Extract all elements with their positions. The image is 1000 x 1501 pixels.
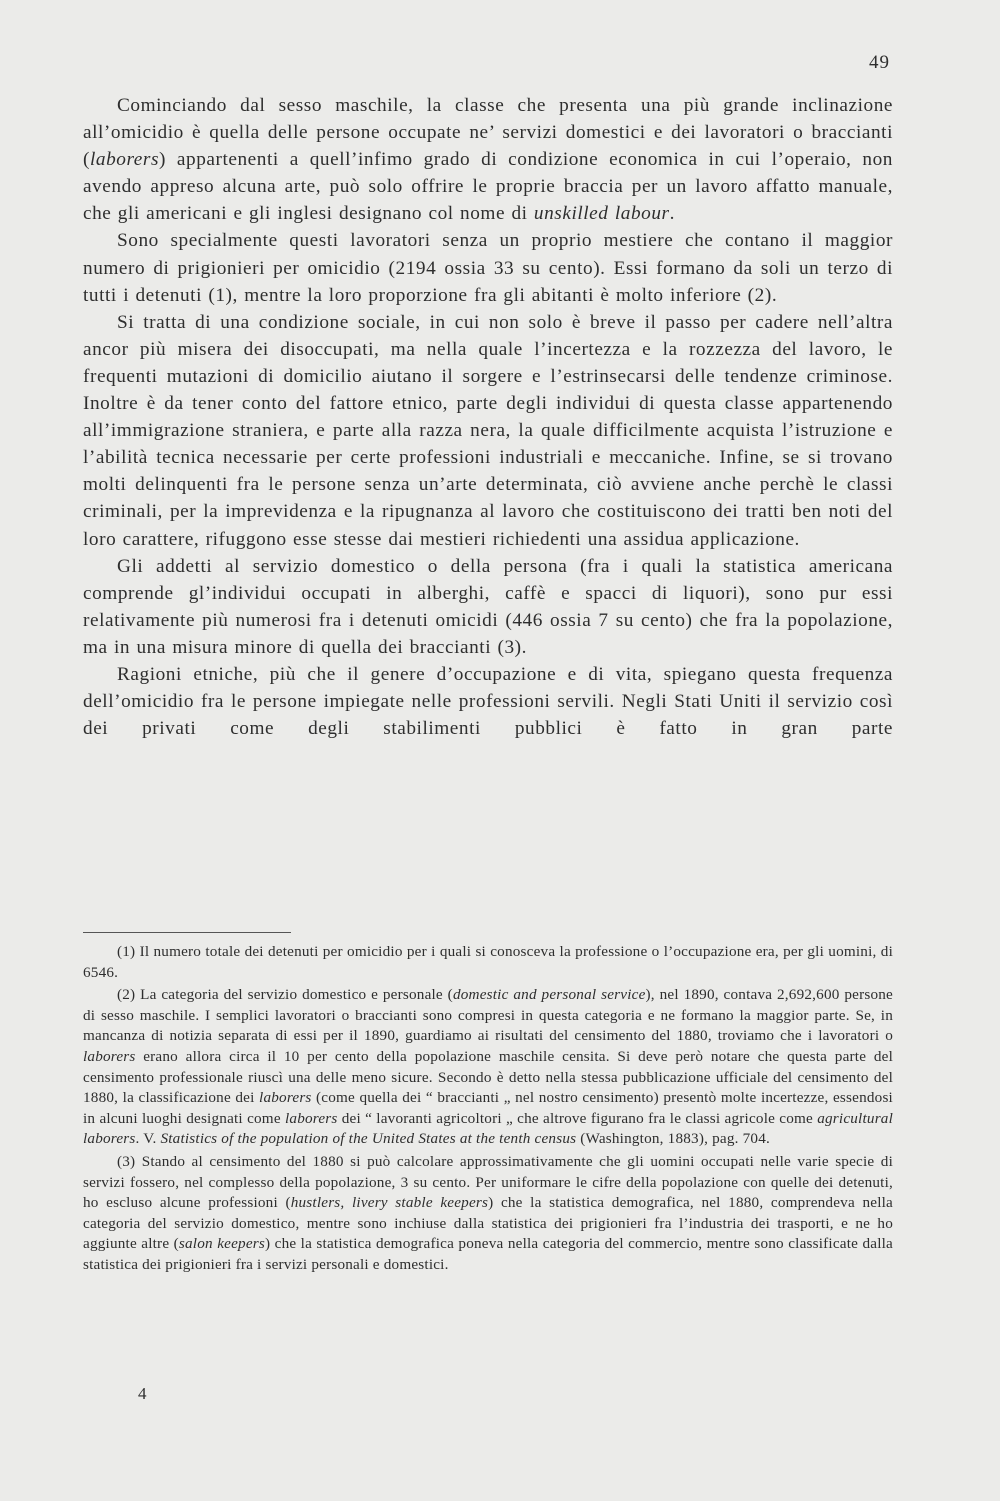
footnote: (3) Stando al censimento del 1880 si può calcolare approssimativamente che gli uomini occupati nelle varie specie di servizi fossero, nel complesso della popolazione, 3 su cento. Per uniformare le cifre della popolazione con quelle dei detenuti, ho escluso alcune professioni (hustlers, livery stable keepers) che la statistica demografica, nel 1880, comprendeva nella categoria del servizio domestico, mentre sono inchiuse dalla statistica dei prigionieri fra l’industria dei trasporti, e ne ho aggiunte altre (salon keepers) che la statistica demografica poneva nella categoria del commercio, mentre sono classificate dalla statistica dei prigionieri fra i servizi personali e domestici. <box>83 1152 893 1273</box>
paragraph: Gli addetti al servizio domestico o della persona (fra i quali la statistica americana comprende gl’individui occupati in alberghi, caffè e spacci di liquori), sono pur essi relativamente più numerosi fra i detenuti omicidi (446 ossia 7 su cento) che fra la popolazione, ma in una misura minore di quella dei braccianti (3). <box>83 555 893 658</box>
footnote-divider <box>83 932 291 933</box>
signature-mark: 4 <box>138 1384 147 1403</box>
paragraph: Si tratta di una condizione sociale, in cui non solo è breve il passo per cadere nell’altra ancor più misera dei disoccupati, ma nella quale l’incertezza e la rozzezza del lavoro, le frequenti mutazioni di domicilio aiutano il sorgere e l’estrinsecarsi delle tendenze criminose. Inoltre è da tener conto del fattore etnico, parte degli individui di questa classe appartenendo all’immigrazione straniera, e parte alla razza nera, la quale difficilmente acquista l’istruzione e l’abilità tecnica necessarie per certe professioni industriali e meccaniche. Infine, se si trovano molti delinquenti fra le persone senza un’arte determinata, ciò avviene anche perchè le classi criminali, per la imprevidenza e la ripugnanza al lavoro che costituiscono dei tratti ben noti del loro carattere, rifuggono esse stesse dai mestieri richiedenti una assidua applicazione. <box>83 311 893 550</box>
body-text <box>83 92 893 742</box>
paragraph: Cominciando dal sesso maschile, la classe che presenta una più grande inclinazione all’omicidio è quella delle persone occupate ne’ servizi domestici e dei lavoratori o braccianti (laborers) appartenenti a quell’infimo grado di condizione economica in cui l’operaio, non avendo appreso alcuna arte, può solo offrire le proprie braccia per un lavoro affatto manuale, che gli americani e gli inglesi designano col nome di unskilled labour. <box>83 95 893 225</box>
footnote: (2) La categoria del servizio domestico e personale (domestic and personal service), nel 1890, contava 2,692,600 persone di sesso maschile. I semplici lavoratori o braccianti sono compresi in questa categoria e ne formano la maggior parte. Se, in mancanza di notizia separata di essi per il 1890, guardiamo ai risultati del censimento del 1880, troviamo che i lavoratori o laborers erano allora circa il 10 per cento della popolazione maschile censita. Si deve però notare che questa parte del censimento professionale riuscì una delle meno sicure. Secondo è detto nella stessa pubblicazione ufficiale del censimento del 1880, la classificazione dei laborers (come quella dei “ braccianti „ nel nostro censimento) presentò molte incertezze, essendosi in alcuni luoghi designati come laborers dei “ lavoranti agricoltori „ che altrove figurano fra le classi agricole come agricultural laborers. V. Statistics of the population of the United States at the tenth census (Washington, 1883), pag. 704. <box>83 986 894 1148</box>
footnote: (1) Il numero totale dei detenuti per omicidio per i quali si conosceva la professione o l’occupazione era, per gli uomini, di 6546. <box>83 943 893 981</box>
footnotes <box>83 942 893 1278</box>
paragraph: Ragioni etniche, più che il genere d’occupazione e di vita, spiegano questa frequenza dell’omicidio fra le persone impiegate nelle professioni servili. Negli Stati Uniti il servizio così dei privati come degli stabilimenti pubblici è fatto in gran parte <box>83 663 893 740</box>
paragraph: Sono specialmente questi lavoratori senza un proprio mestiere che contano il maggior numero di prigionieri per omicidio (2194 ossia 33 su cento). Essi formano da soli un terzo di tutti i detenuti (1), mentre la loro proporzione fra gli abitanti è molto inferiore (2). <box>83 230 893 306</box>
page-number: 49 <box>869 52 890 73</box>
